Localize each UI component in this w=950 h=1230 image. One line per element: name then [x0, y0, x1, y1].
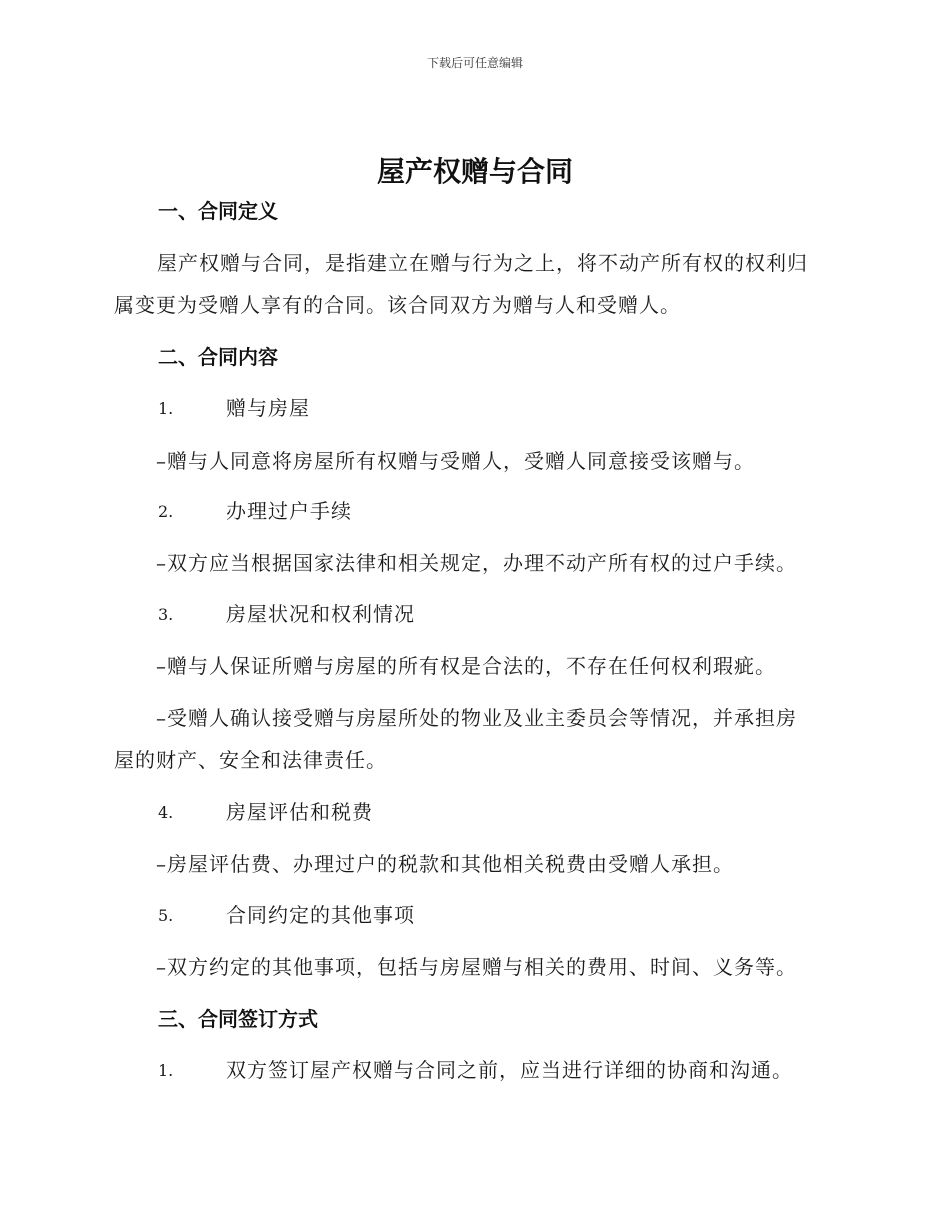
list-item-number: 5.	[158, 906, 174, 925]
document-title: 屋产权赠与合同	[376, 155, 573, 188]
section-heading-content: 二、合同内容	[158, 345, 278, 369]
list-item-bullet: –双方应当根据国家法律和相关规定，办理不动产所有权的过户手续。	[156, 551, 797, 575]
list-item-title: 双方签订屋产权赠与合同之前，应当进行详细的协商和沟通。	[226, 1058, 793, 1082]
list-item-number: 3.	[158, 605, 174, 624]
section-heading-definition: 一、合同定义	[158, 199, 278, 223]
list-item-title: 房屋评估和税费	[226, 800, 373, 824]
list-item-title: 赠与房屋	[226, 396, 310, 420]
list-item-number: 2.	[158, 502, 174, 521]
list-item-title: 合同约定的其他事项	[226, 903, 415, 927]
list-item-bullet: –房屋评估费、办理过户的税款和其他相关税费由受赠人承担。	[156, 852, 734, 876]
list-item-bullet-continuation: 屋的财产、安全和法律责任。	[114, 748, 387, 772]
list-item-title: 房屋状况和权利情况	[226, 602, 415, 626]
definition-paragraph-line-1: 屋产权赠与合同，是指建立在赠与行为之上，将不动产所有权的权利归	[157, 251, 808, 275]
list-item-bullet: –赠与人保证所赠与房屋的所有权是合法的，不存在任何权利瑕疵。	[156, 654, 776, 678]
section-heading-signing: 三、合同签订方式	[158, 1007, 318, 1031]
list-item-title: 办理过户手续	[226, 499, 352, 523]
list-item-bullet: –受赠人确认接受赠与房屋所处的物业及业主委员会等情况，并承担房	[156, 706, 797, 730]
list-item-bullet: –双方约定的其他事项，包括与房屋赠与相关的费用、时间、义务等。	[156, 955, 797, 979]
list-item-number: 1.	[158, 399, 174, 418]
page-header-note: 下载后可任意编辑	[426, 56, 523, 70]
list-item-bullet: –赠与人同意将房屋所有权赠与受赠人，受赠人同意接受该赠与。	[156, 449, 755, 473]
list-item-number: 4.	[158, 803, 174, 822]
list-item-number: 1.	[158, 1061, 174, 1080]
definition-paragraph-line-2: 属变更为受赠人享有的合同。该合同双方为赠与人和受赠人。	[114, 293, 681, 317]
